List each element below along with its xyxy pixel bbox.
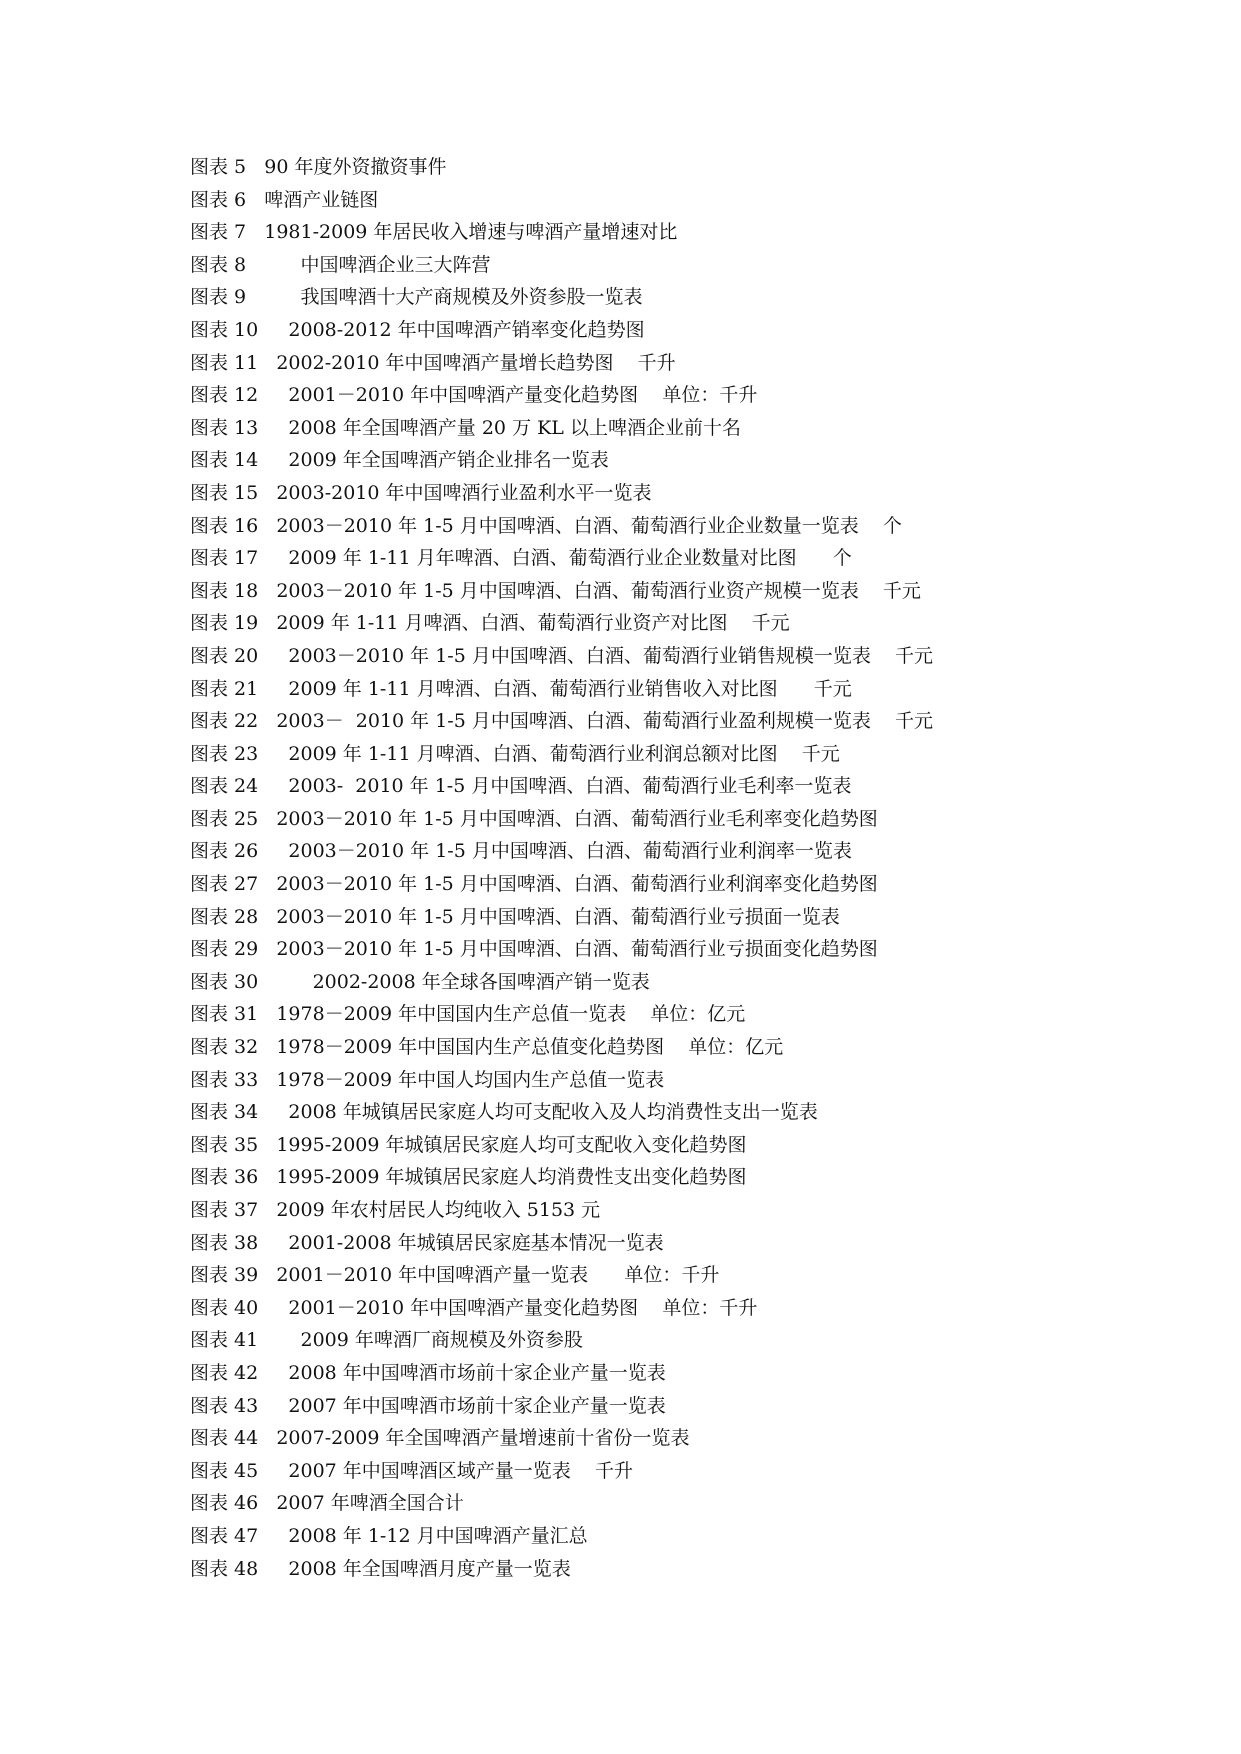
figure-list-item: 图表 41 2009 年啤酒厂商规模及外资参股 — [190, 1329, 583, 1352]
figure-list-item: 图表 31 1978－2009 年中国国内生产总值一览表 单位：亿元 — [190, 1003, 746, 1026]
figure-list-item: 图表 14 2009 年全国啤酒产销企业排名一览表 — [190, 449, 609, 472]
figure-list-item: 图表 24 2003- 2010 年 1-5 月中国啤酒、白酒、葡萄酒行业毛利率一览表 — [190, 775, 852, 798]
figure-list-item: 图表 26 2003－2010 年 1-5 月中国啤酒、白酒、葡萄酒行业利润率一览表 — [190, 840, 852, 863]
figure-list-item: 图表 9 我国啤酒十大产商规模及外资参股一览表 — [190, 286, 643, 309]
figure-list-item: 图表 25 2003－2010 年 1-5 月中国啤酒、白酒、葡萄酒行业毛利率变化趋势图 — [190, 807, 878, 830]
figure-list-item: 图表 46 2007 年啤酒全国合计 — [190, 1492, 464, 1515]
figure-list-item: 图表 36 1995-2009 年城镇居民家庭人均消费性支出变化趋势图 — [190, 1166, 747, 1189]
figure-list-item: 图表 39 2001－2010 年中国啤酒产量一览表 单位：千升 — [190, 1264, 720, 1287]
figure-list-item: 图表 42 2008 年中国啤酒市场前十家企业产量一览表 — [190, 1361, 666, 1384]
figure-list-item: 图表 10 2008-2012 年中国啤酒产销率变化趋势图 — [190, 318, 645, 341]
figure-list-item: 图表 40 2001－2010 年中国啤酒产量变化趋势图 单位：千升 — [190, 1296, 758, 1319]
figure-list-item: 图表 35 1995-2009 年城镇居民家庭人均可支配收入变化趋势图 — [190, 1133, 747, 1156]
figure-list-item: 图表 33 1978－2009 年中国人均国内生产总值一览表 — [190, 1068, 665, 1091]
figure-list-item: 图表 30 2002-2008 年全球各国啤酒产销一览表 — [190, 970, 650, 993]
figure-list-item: 图表 34 2008 年城镇居民家庭人均可支配收入及人均消费性支出一览表 — [190, 1101, 818, 1124]
figure-list-item: 图表 21 2009 年 1-11 月啤酒、白酒、葡萄酒行业销售收入对比图 千元 — [190, 677, 852, 700]
figure-list-item: 图表 29 2003－2010 年 1-5 月中国啤酒、白酒、葡萄酒行业亏损面变化趋势图 — [190, 938, 878, 961]
figure-list-item: 图表 43 2007 年中国啤酒市场前十家企业产量一览表 — [190, 1394, 666, 1417]
figure-list-item: 图表 8 中国啤酒企业三大阵营 — [190, 253, 491, 276]
figure-list-item: 图表 27 2003－2010 年 1-5 月中国啤酒、白酒、葡萄酒行业利润率变化趋势图 — [190, 873, 878, 896]
figure-list-item: 图表 23 2009 年 1-11 月啤酒、白酒、葡萄酒行业利润总额对比图 千元 — [190, 742, 840, 765]
figure-list-item: 图表 6 啤酒产业链图 — [190, 188, 379, 211]
figure-list-item: 图表 48 2008 年全国啤酒月度产量一览表 — [190, 1557, 571, 1580]
figure-list-item: 图表 28 2003－2010 年 1-5 月中国啤酒、白酒、葡萄酒行业亏损面一览表 — [190, 905, 840, 928]
figure-list-item: 图表 7 1981-2009 年居民收入增速与啤酒产量增速对比 — [190, 221, 678, 244]
figure-list-item: 图表 32 1978－2009 年中国国内生产总值变化趋势图 单位：亿元 — [190, 1036, 784, 1059]
figure-list-item: 图表 16 2003－2010 年 1-5 月中国啤酒、白酒、葡萄酒行业企业数量一览表 个 — [190, 514, 902, 537]
figure-list — [190, 151, 1190, 1585]
figure-list-item: 图表 19 2009 年 1-11 月啤酒、白酒、葡萄酒行业资产对比图 千元 — [190, 612, 790, 635]
figure-list-item: 图表 5 90 年度外资撤资事件 — [190, 156, 447, 178]
figure-list-item: 图表 12 2001－2010 年中国啤酒产量变化趋势图 单位：千升 — [190, 384, 758, 407]
figure-list-item: 图表 13 2008 年全国啤酒产量 20 万 KL 以上啤酒企业前十名 — [190, 416, 741, 439]
figure-list-item: 图表 20 2003－2010 年 1-5 月中国啤酒、白酒、葡萄酒行业销售规模一览表 千元 — [190, 644, 933, 667]
figure-list-item: 图表 18 2003－2010 年 1-5 月中国啤酒、白酒、葡萄酒行业资产规模一览表 千元 — [190, 579, 921, 602]
figure-list-item: 图表 22 2003－ 2010 年 1-5 月中国啤酒、白酒、葡萄酒行业盈利规模一览表 千元 — [190, 710, 933, 733]
figure-list-item: 图表 15 2003-2010 年中国啤酒行业盈利水平一览表 — [190, 481, 652, 504]
figure-list-item: 图表 45 2007 年中国啤酒区域产量一览表 千升 — [190, 1459, 633, 1482]
figure-list-item: 图表 44 2007-2009 年全国啤酒产量增速前十省份一览表 — [190, 1427, 690, 1450]
figure-list-item: 图表 38 2001-2008 年城镇居民家庭基本情况一览表 — [190, 1231, 664, 1254]
figure-list-item: 图表 47 2008 年 1-12 月中国啤酒产量汇总 — [190, 1524, 588, 1547]
figure-list-item: 图表 17 2009 年 1-11 月年啤酒、白酒、葡萄酒行业企业数量对比图 个 — [190, 547, 852, 570]
figure-list-item: 图表 11 2002-2010 年中国啤酒产量增长趋势图 千升 — [190, 351, 676, 374]
figure-list-item: 图表 37 2009 年农村居民人均纯收入 5153 元 — [190, 1199, 601, 1221]
